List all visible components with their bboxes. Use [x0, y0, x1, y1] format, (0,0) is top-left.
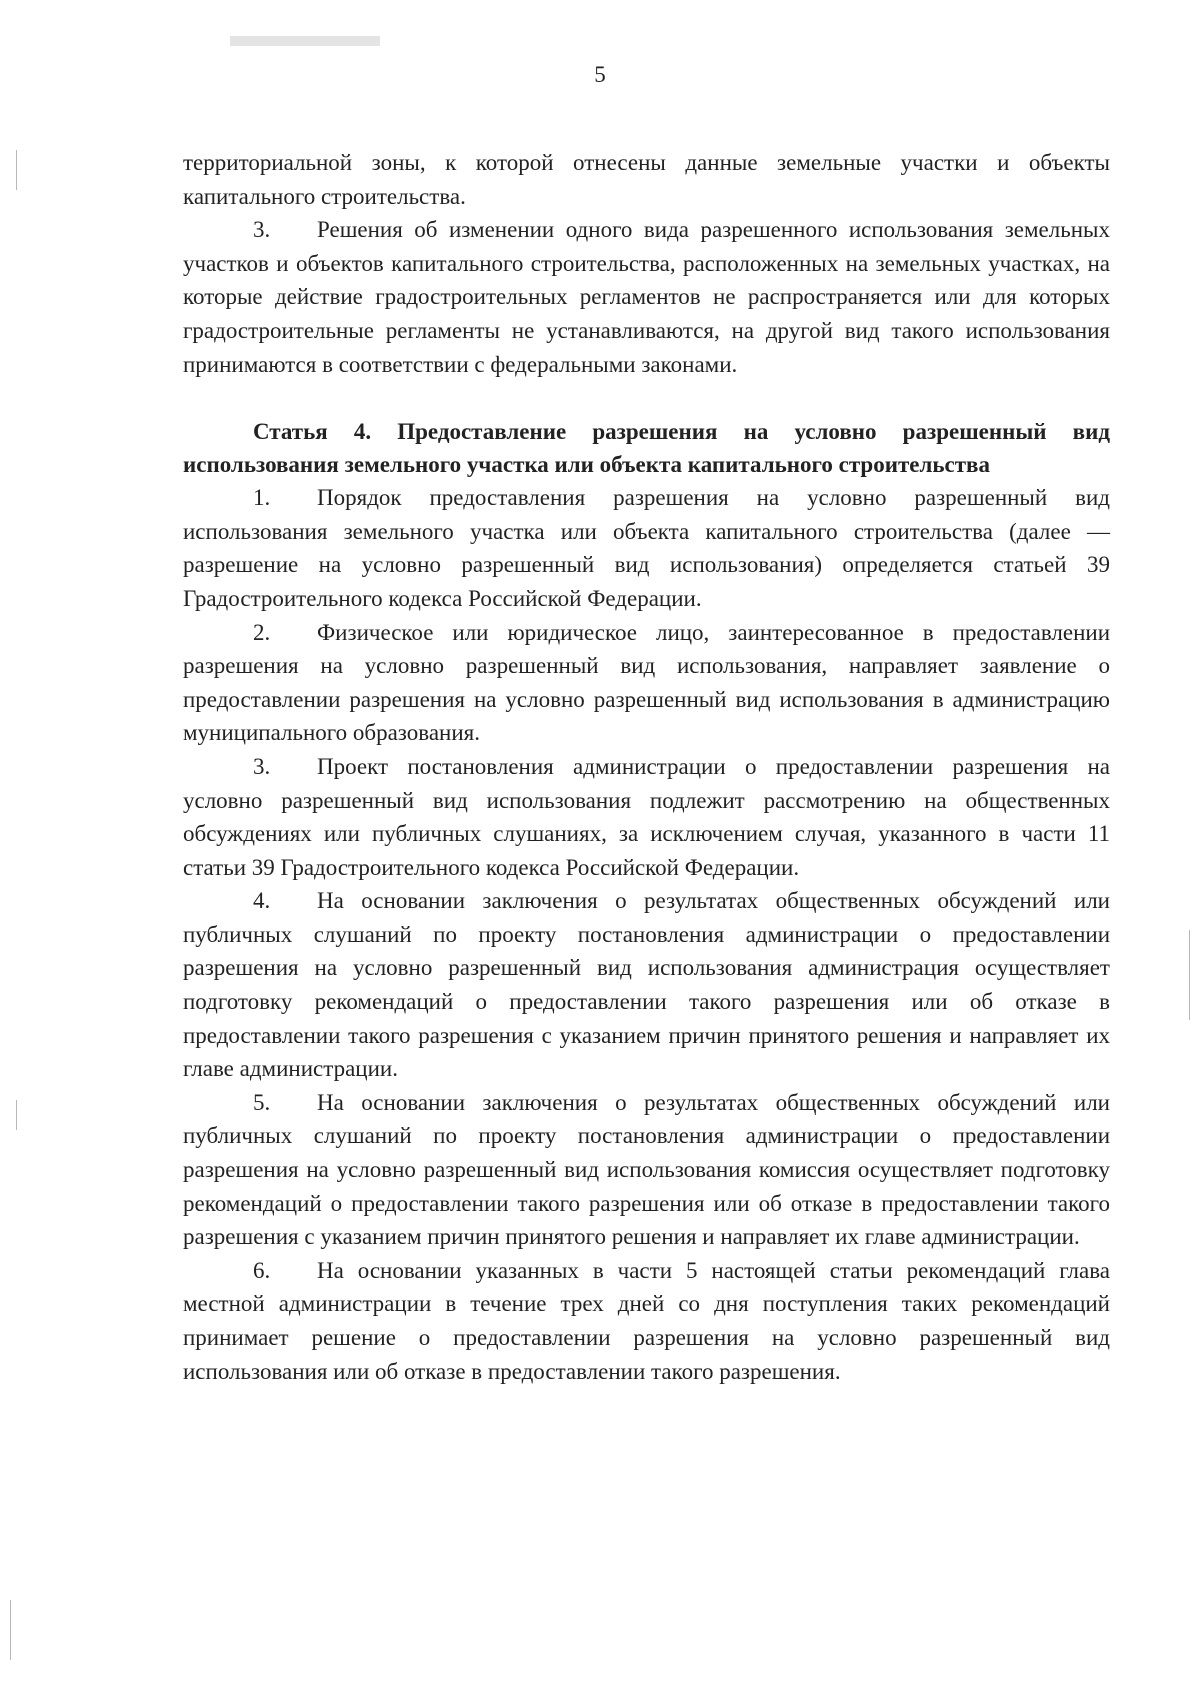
- article-item-2: [183, 616, 1110, 750]
- item-text: На основании заключения о результатах общественных обсуждений или публичных слушаний по проекту постановления администрации о предоставлении разрешения на условно разрешенный вид использования комиссия осуществляет подготовку рекомендаций о предоставлении такого разрешения или об отказе в предоставлении такого разрешения с указанием причин принятого решения и направляет их главе администрации.: [183, 1089, 1110, 1250]
- item-text: Проект постановления администрации о предоставлении разрешения на условно разрешенный вид использования подлежит рассмотрению на общественных обсуждениях или публичных слушаниях, за исключением случая, указанного в части 11 статьи 39 Градостроительного кодекса Российской Федерации.: [183, 753, 1110, 880]
- item-text: На основании указанных в части 5 настоящей статьи рекомендаций глава местной администрации в течение трех дней со дня поступления таких рекомендаций принимает решение о предоставлении разрешения на условно разрешенный вид использования или об отказе в предоставлении такого разрешения.: [183, 1257, 1110, 1384]
- document-body: [183, 146, 1110, 1388]
- left-margin-mark: [16, 150, 17, 190]
- article-item-1: [183, 481, 1110, 615]
- item-number: 3.: [253, 753, 271, 779]
- item-number: 2.: [253, 619, 271, 645]
- article-item-3: [183, 750, 1110, 884]
- left-margin-mark: [10, 1600, 11, 1660]
- item-number: 1.: [253, 485, 271, 511]
- paragraph-text: Решения об изменении одного вида разрешенного использования земельных участков и объектов капитального строительства, расположенных на земельных участках, на которые действие градостроительных регламентов не распространяется или для которых градостроительные регламенты не устанавливаются, на другой вид такого использования принимаются в соответствии с федеральными законами.: [183, 217, 1110, 377]
- article-title: Статья 4. Предоставление разрешения на условно разрешенный вид использования земельного участка или объекта капитального строительства: [183, 419, 1110, 478]
- item-number: 6.: [253, 1257, 271, 1283]
- scan-artifact: [230, 36, 380, 46]
- article-item-6: [183, 1254, 1110, 1388]
- article-item-4: [183, 884, 1110, 1086]
- article-item-5: [183, 1086, 1110, 1254]
- item-text: На основании заключения о результатах общественных обсуждений или публичных слушаний по проекту постановления администрации о предоставлении разрешения на условно разрешенный вид использования администрация осуществляет подготовку рекомендаций о предоставлении такого разрешения или об отказе в предоставлении такого разрешения с указанием причин принятого решения и направляет их главе администрации.: [183, 888, 1110, 1082]
- intro-paragraph: территориальной зоны, к которой отнесены данные земельные участки и объекты капитального строительства.: [183, 150, 1110, 209]
- right-margin-mark: [1189, 930, 1190, 1020]
- item-number: 4.: [253, 888, 271, 914]
- page-number: 5: [594, 62, 606, 87]
- paragraph-number: 3.: [253, 217, 271, 243]
- item-text: Физическое или юридическое лицо, заинтересованное в предоставлении разрешения на условно разрешенный вид использования, направляет заявление о предоставлении разрешения на условно разрешенный вид использования в администрацию муниципального образования.: [183, 619, 1110, 746]
- paragraph-3: [183, 213, 1110, 381]
- item-text: Порядок предоставления разрешения на условно разрешенный вид использования земельного участка или объекта капитального строительства (далее — разрешение на условно разрешенный вид использования) определяется статьей 39 Градостроительного кодекса Российской Федерации.: [183, 485, 1110, 611]
- left-margin-mark: [16, 1100, 17, 1130]
- item-number: 5.: [253, 1089, 271, 1115]
